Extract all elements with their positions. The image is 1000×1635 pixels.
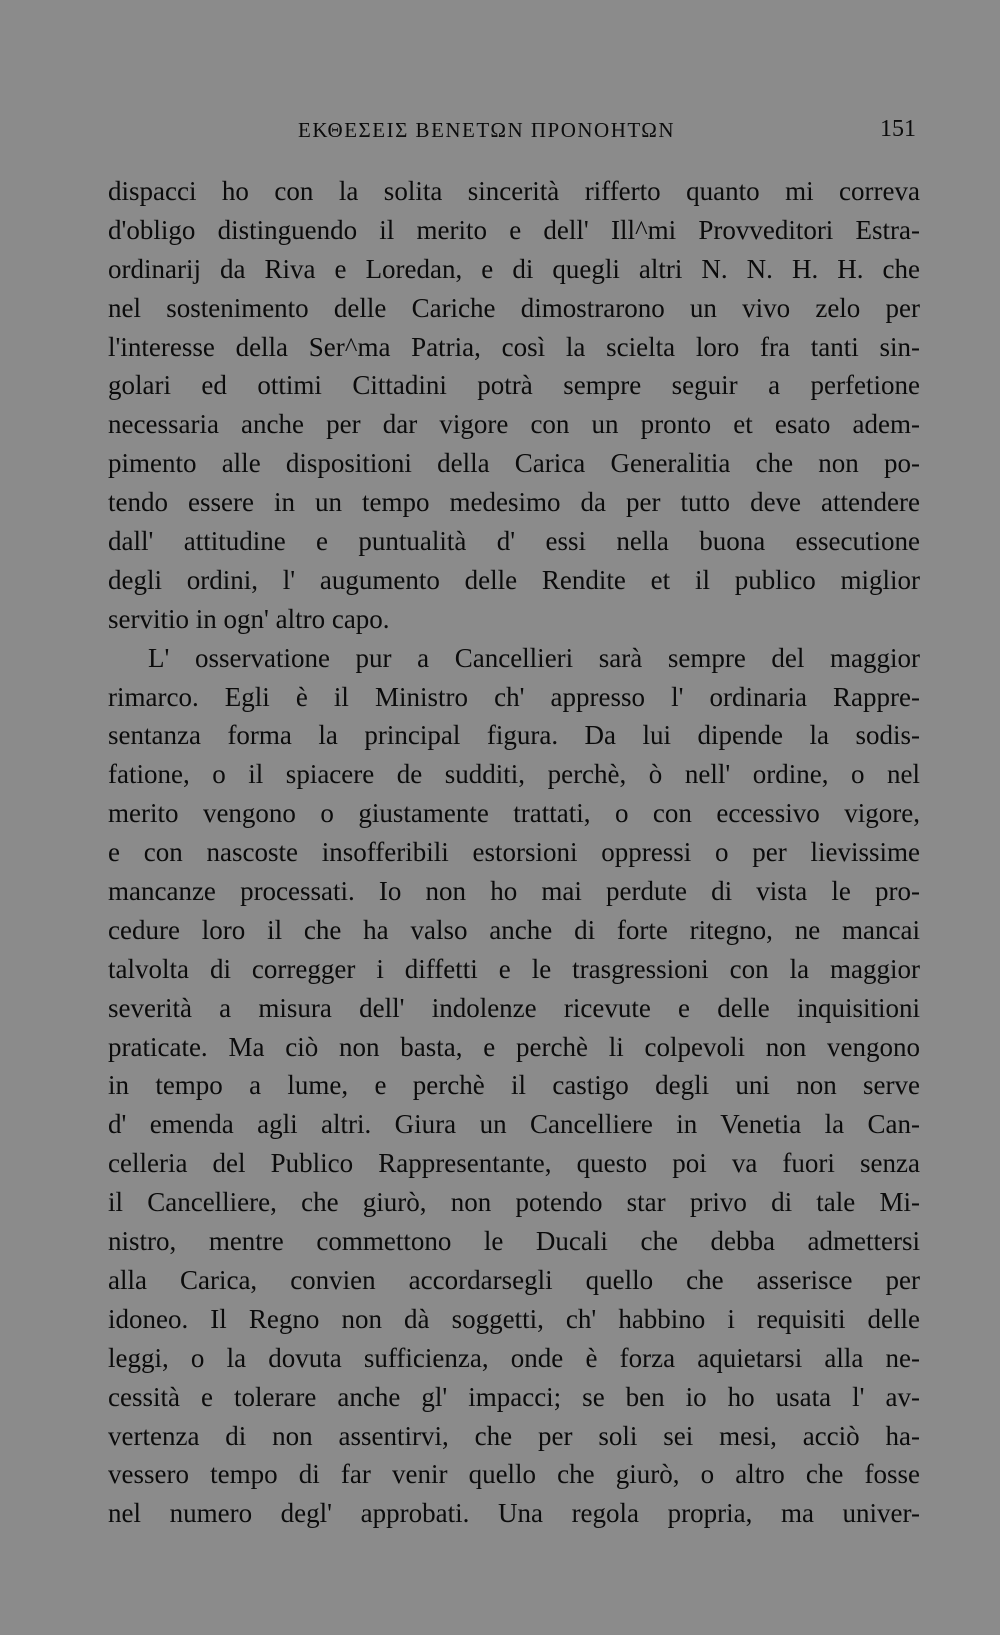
text-line: L' osservatione pur a Cancellieri sarà sempre del maggior <box>148 642 920 673</box>
text-line: talvolta di corregger i diffetti e le trasgressioni con la maggior <box>108 953 920 984</box>
text-line: il Cancelliere, che giurò, non potendo star privo di tale Mi- <box>108 1187 920 1218</box>
text-line: necessaria anche per dar vigore con un pronto et esato adem- <box>108 409 920 440</box>
running-head <box>108 118 916 148</box>
text-line: in tempo a lume, e perchè il castigo degli uni non serve <box>108 1070 920 1101</box>
text-line: golari ed ottimi Cittadini potrà sempre seguir a perfetione <box>108 370 920 401</box>
text-line: rimarco. Egli è il Ministro ch' appresso l' ordinaria Rappre- <box>108 681 920 712</box>
text-line: idoneo. Il Regno non dà soggetti, ch' habbino i requisiti delle <box>108 1303 920 1334</box>
text-line: e con nascoste insofferibili estorsioni oppressi o per lievissime <box>108 837 920 868</box>
text-line: sentanza forma la principal figura. Da lui dipende la sodis- <box>108 720 920 751</box>
text-line: mancanze processati. Io non ho mai perdute di vista le pro- <box>108 876 920 907</box>
text-line: tendo essere in un tempo medesimo da per tutto deve attendere <box>108 487 920 518</box>
page-number: 151 <box>880 116 916 142</box>
text-line: servitio in ogn' altro capo. <box>108 603 390 634</box>
text-line: merito vengono o giustamente trattati, o con eccessivo vigore, <box>108 798 920 829</box>
text-line: nistro, mentre commettono le Ducali che debba admettersi <box>108 1226 920 1257</box>
body-text <box>108 172 920 1533</box>
text-line: vessero tempo di far venir quello che giurò, o altro che fosse <box>108 1459 920 1490</box>
text-line: degli ordini, l' augumento delle Rendite et il publico miglior <box>108 564 920 595</box>
text-line: praticate. Ma ciò non basta, e perchè li colpevoli non vengono <box>108 1031 920 1062</box>
text-line: dall' attitudine e puntualità d' essi nella buona essecutione <box>108 526 920 557</box>
text-line: ordinarij da Riva e Loredan, e di quegli altri N. N. H. H. che <box>108 253 920 284</box>
text-line: d' emenda agli altri. Giura un Cancelliere in Venetia la Can- <box>108 1109 920 1140</box>
text-line: cessità e tolerare anche gl' impacci; se ben io ho usata l' av- <box>108 1381 920 1412</box>
running-title: ΕΚΘΕΣΕΙΣ ΒΕΝΕΤΩΝ ΠΡΟΝΟΗΤΩΝ <box>298 118 676 142</box>
text-line: celleria del Publico Rappresentante, questo poi va fuori senza <box>108 1148 920 1179</box>
text-line: cedure loro il che ha valso anche di forte ritegno, ne mancai <box>108 914 920 945</box>
text-line: nel sostenimento delle Cariche dimostrarono un vivo zelo per <box>108 292 920 323</box>
text-line: pimento alle dispositioni della Carica Generalitia che non po- <box>108 448 920 479</box>
text-line: dispacci ho con la solita sincerità rifferto quanto mi correva <box>108 176 920 206</box>
text-line: severità a misura dell' indolenze ricevute e delle inquisitioni <box>108 992 920 1023</box>
text-line: fatione, o il spiacere de sudditi, perchè, ò nell' ordine, o nel <box>108 759 920 790</box>
text-line: vertenza di non assentirvi, che per soli sei mesi, acciò ha- <box>108 1420 920 1451</box>
text-line: leggi, o la dovuta sufficienza, onde è forza aquietarsi alla ne- <box>108 1342 920 1373</box>
text-line: alla Carica, convien accordarsegli quello che asserisce per <box>108 1264 920 1295</box>
text-line: l'interesse della Ser^ma Patria, così la scielta loro fra tanti sin- <box>108 331 920 362</box>
text-line: nel numero degl' approbati. Una regola propria, ma univer- <box>108 1498 920 1529</box>
text-line: d'obligo distinguendo il merito e dell' Ill^mi Provveditori Estra- <box>108 214 920 245</box>
